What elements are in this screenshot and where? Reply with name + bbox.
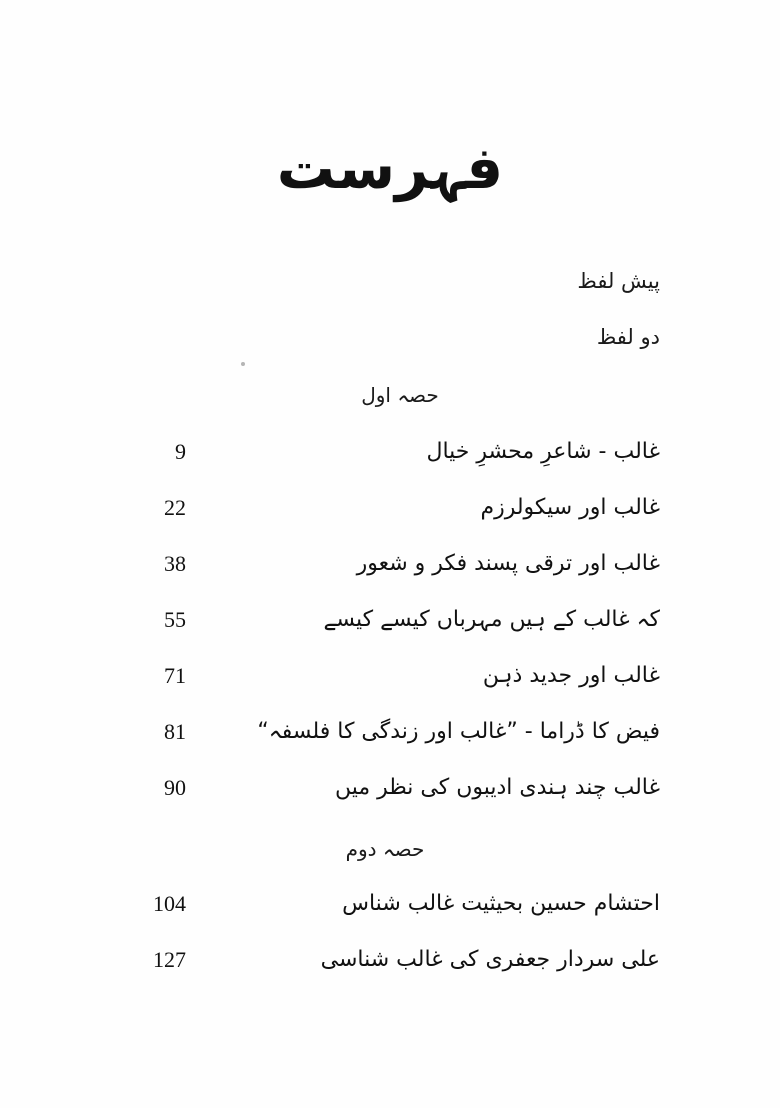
toc-entry-page: 71 bbox=[164, 663, 186, 688]
toc-entry-page: 55 bbox=[164, 607, 186, 632]
toc-row bbox=[140, 940, 660, 980]
front-matter-two-words: دو لفظ bbox=[596, 325, 660, 349]
scan-speck bbox=[241, 362, 245, 366]
toc-entry-title: غالب اور ترقی پسند فکر و شعور bbox=[356, 551, 660, 576]
toc-entry-title: غالب چند ہندی ادیبوں کی نظر میں bbox=[334, 775, 660, 800]
toc-entry-page: 38 bbox=[164, 551, 186, 576]
toc-entry-page: 127 bbox=[153, 947, 186, 972]
toc-row bbox=[140, 656, 660, 696]
toc-entry-page: 81 bbox=[164, 719, 186, 744]
section-heading-part-two: حصہ دوم bbox=[345, 837, 425, 861]
toc-entry-title: غالب اور جدید ذہن bbox=[482, 663, 660, 688]
section-heading-part-one: حصہ اول bbox=[361, 383, 439, 407]
toc-row bbox=[140, 600, 660, 640]
toc-entry-title: غالب اور سیکولرزم bbox=[480, 495, 660, 520]
toc-entry-title: احتشام حسین بحیثیت غالب شناس bbox=[342, 891, 660, 916]
toc-entry-page: 9 bbox=[175, 439, 186, 464]
toc-row bbox=[140, 712, 660, 752]
page-title: فہرست bbox=[276, 134, 504, 202]
toc-row bbox=[140, 884, 660, 924]
toc-entry-title: غالب - شاعرِ محشرِ خیال bbox=[426, 439, 660, 464]
toc-entry-page: 104 bbox=[153, 891, 186, 916]
toc-entry-title: کہ غالب کے ہیں مہرباں کیسے کیسے bbox=[323, 607, 660, 632]
toc-row bbox=[140, 768, 660, 808]
toc-row bbox=[140, 488, 660, 528]
toc-row bbox=[140, 432, 660, 472]
toc-entry-page: 22 bbox=[164, 495, 186, 520]
toc-entry-page: 90 bbox=[164, 775, 186, 800]
toc-row bbox=[140, 544, 660, 584]
toc-entry-title: علی سردار جعفری کی غالب شناسی bbox=[320, 947, 660, 972]
toc-entry-title: فیض کا ڈراما - ”غالب اور زندگی کا فلسفہ“ bbox=[257, 719, 660, 744]
front-matter-preface: پیش لفظ bbox=[577, 269, 660, 293]
